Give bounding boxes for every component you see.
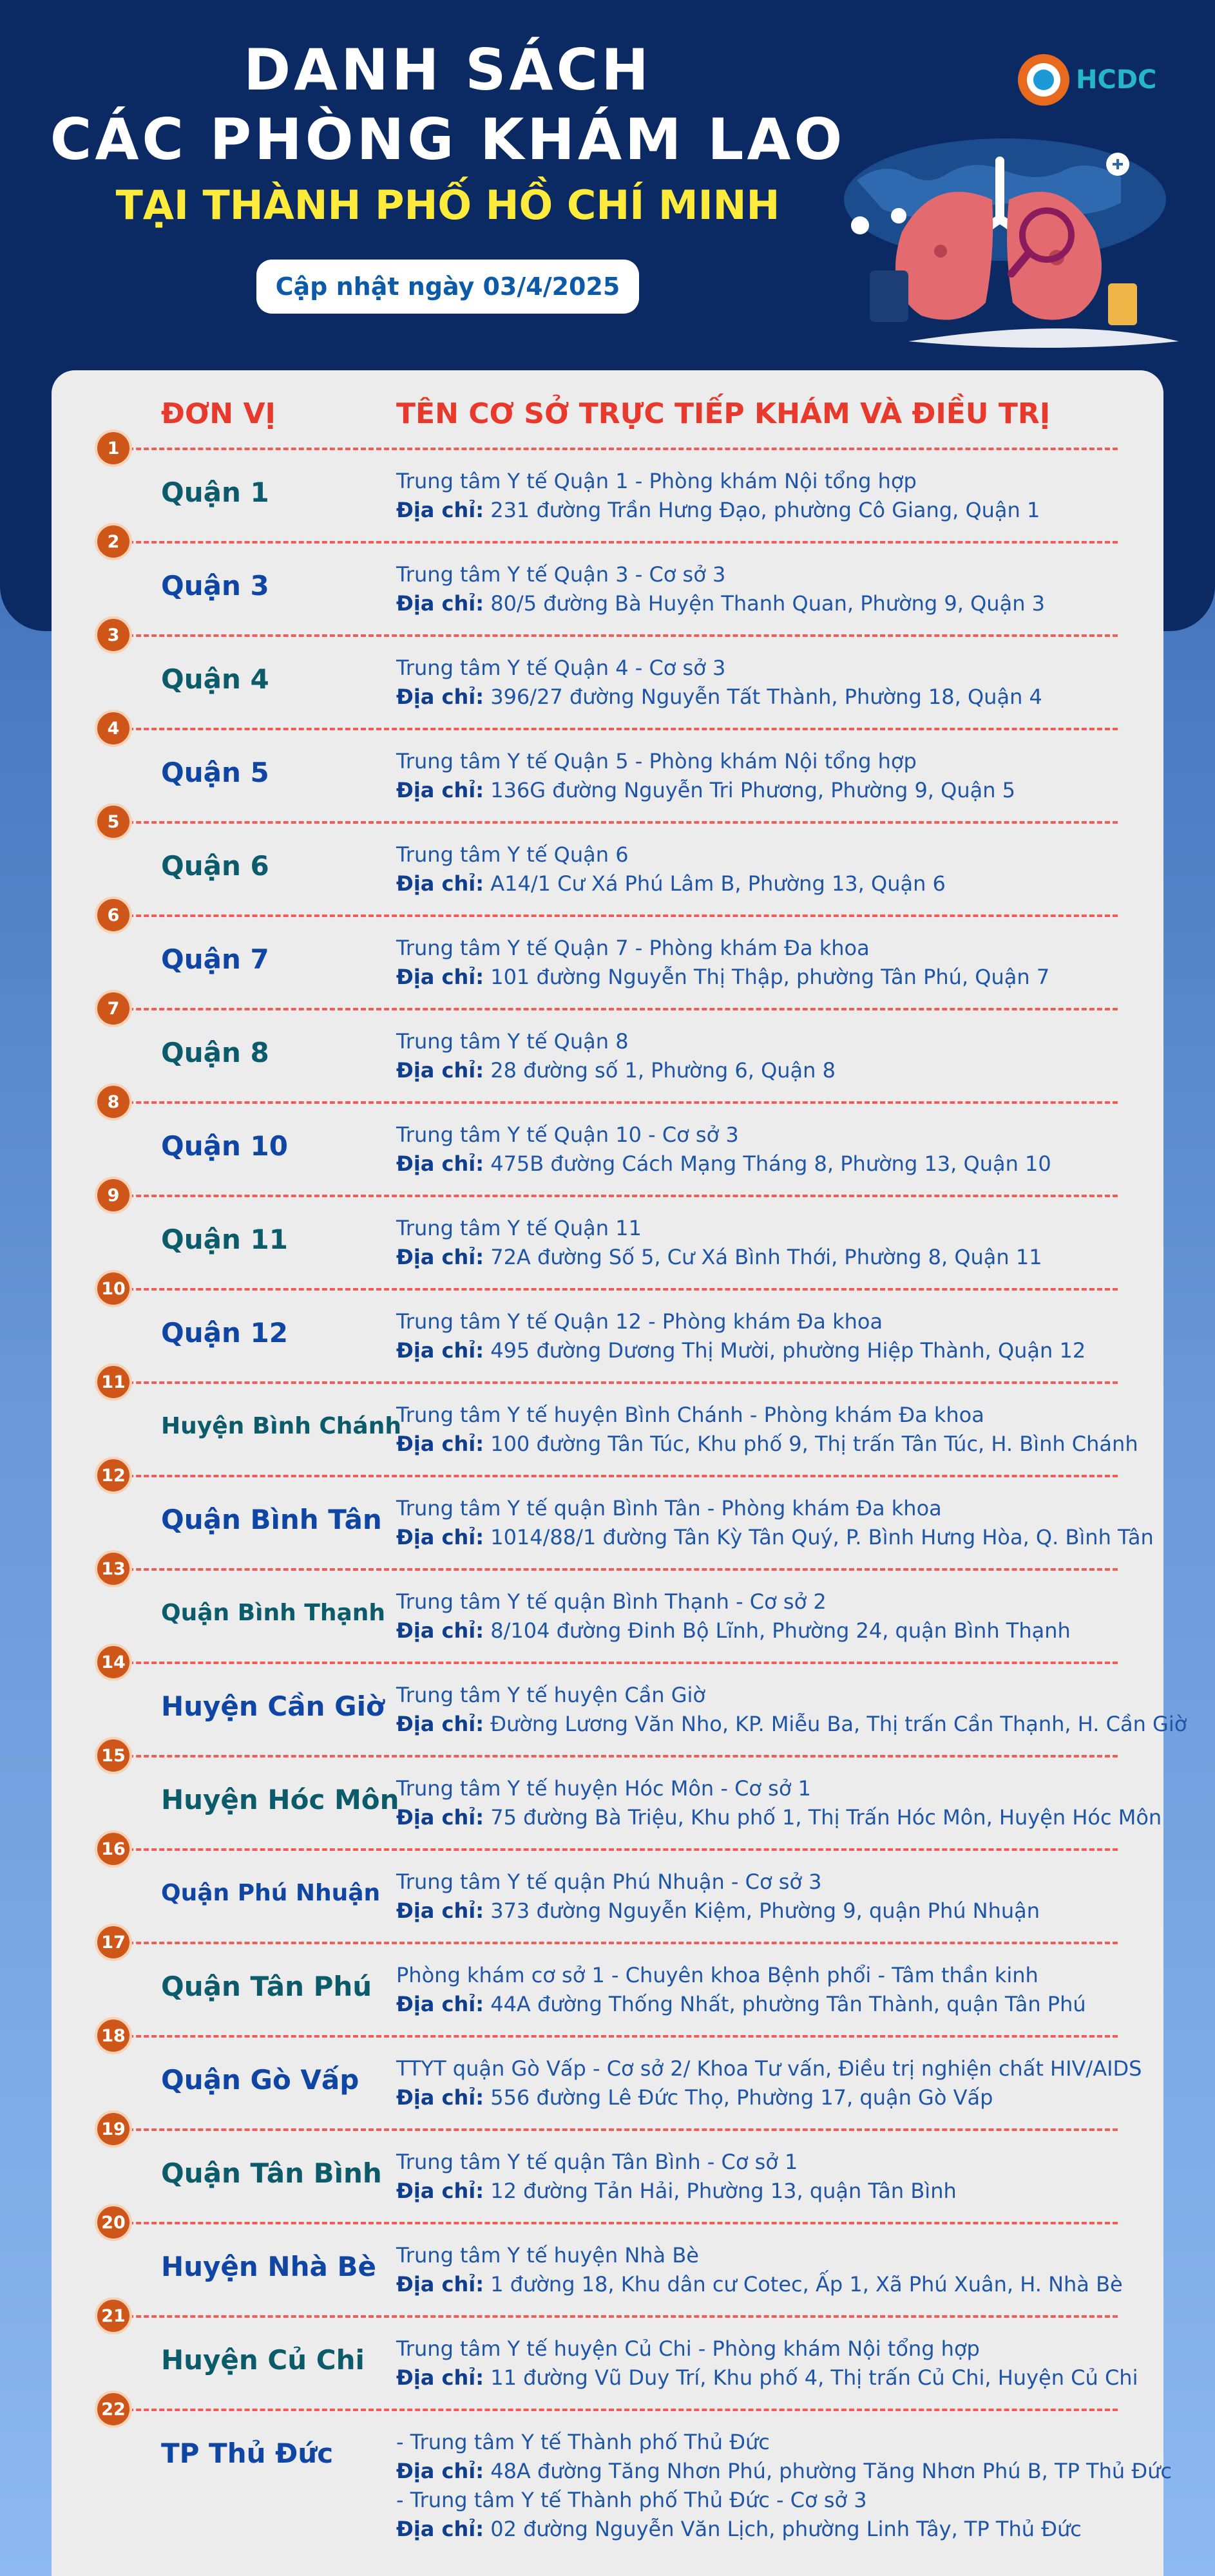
- address-label: Địa chỉ:: [396, 1245, 484, 1269]
- unit-name: Quận Phú Nhuận: [161, 1880, 381, 1906]
- facility-address: [396, 1243, 1163, 1272]
- facility-info: [396, 1587, 1163, 1645]
- row-number-badge: 4: [95, 710, 132, 747]
- facility-info: [396, 2334, 1163, 2392]
- address-label: Địa chỉ:: [396, 1712, 484, 1736]
- unit-name: Quận 3: [161, 570, 269, 601]
- facility-address: [396, 2515, 1163, 2544]
- facility-address: [396, 2270, 1163, 2299]
- address-label: Địa chỉ:: [396, 778, 484, 802]
- unit-name: Quận 8: [161, 1037, 269, 1068]
- unit-name: Quận Bình Tân: [161, 1504, 382, 1535]
- facility-name: Trung tâm Y tế Quận 12 - Phòng khám Đa khoa: [396, 1309, 883, 1334]
- address-value: 495 đường Dương Thị Mười, phường Hiệp Thành, Quận 12: [490, 1338, 1086, 1363]
- row-divider: [113, 821, 1118, 824]
- table-row: [52, 438, 1163, 541]
- facility-info: [396, 2241, 1163, 2299]
- unit-name: Huyện Nhà Bè: [161, 2251, 376, 2282]
- facility-address: [396, 776, 1163, 805]
- facility-name: Trung tâm Y tế Quận 7 - Phòng khám Đa khoa: [396, 936, 870, 960]
- row-number-badge: 10: [95, 1270, 132, 1307]
- facility-name: Trung tâm Y tế Quận 6: [396, 842, 629, 867]
- facility-info: [396, 654, 1163, 712]
- table-row: [52, 1278, 1163, 1381]
- facility-address: [396, 2083, 1163, 2112]
- row-divider: [113, 1475, 1118, 1477]
- unit-name: Quận 12: [161, 1317, 288, 1349]
- facility-info: [396, 1961, 1163, 2019]
- facility-name: Trung tâm Y tế Quận 1 - Phòng khám Nội tổng hợp: [396, 469, 917, 493]
- row-number-badge: 16: [95, 1830, 132, 1868]
- update-date-badge: Cập nhật ngày 03/4/2025: [256, 260, 640, 314]
- title-block: [39, 35, 857, 314]
- table-row: [52, 625, 1163, 728]
- hcdc-logo-text: HCDC: [1076, 65, 1157, 95]
- facility-address: [396, 2363, 1163, 2392]
- table-row: [52, 1465, 1163, 1568]
- row-divider: [113, 914, 1118, 917]
- facility-address: [396, 963, 1163, 992]
- row-number-badge: 18: [95, 2017, 132, 2054]
- unit-name: Quận 11: [161, 1224, 288, 1255]
- address-label: Địa chỉ:: [396, 1525, 484, 1549]
- address-value: A14/1 Cư Xá Phú Lâm B, Phường 13, Quận 6: [490, 871, 946, 896]
- facility-info: [396, 2428, 1172, 2544]
- address-value: 80/5 đường Bà Huyện Thanh Quan, Phường 9, Quận 3: [490, 591, 1045, 616]
- facility-name: Trung tâm Y tế quận Phú Nhuận - Cơ sở 3: [396, 1870, 822, 1894]
- address-label: Địa chỉ:: [396, 965, 484, 989]
- facility-address: [396, 683, 1163, 712]
- unit-name: Quận 4: [161, 663, 269, 695]
- row-divider: [113, 1755, 1118, 1757]
- address-value: 100 đường Tân Túc, Khu phố 9, Thị trấn Tân Túc, H. Bình Chánh: [490, 1432, 1138, 1456]
- row-divider: [113, 1381, 1118, 1384]
- row-number-badge: 2: [95, 523, 132, 560]
- facility-address: [396, 1990, 1163, 2019]
- unit-name: Quận 1: [161, 477, 269, 508]
- address-value: 136G đường Nguyễn Tri Phương, Phường 9, Quận 5: [490, 778, 1016, 802]
- facility-info: [396, 934, 1163, 992]
- table-row: [52, 718, 1163, 821]
- row-divider: [113, 1008, 1118, 1010]
- address-label: Địa chỉ:: [396, 1432, 484, 1456]
- row-number-badge: 19: [95, 2110, 132, 2148]
- facility-name: Phòng khám cơ sở 1 - Chuyên khoa Bệnh phổi - Tâm thần kinh: [396, 1963, 1038, 1987]
- facility-info: [396, 840, 1163, 898]
- unit-name: Huyện Củ Chi: [161, 2344, 365, 2376]
- row-number-badge: 21: [95, 2297, 132, 2334]
- table-row: [52, 1372, 1163, 1475]
- address-label: Địa chỉ:: [396, 1151, 484, 1176]
- address-label: Địa chỉ:: [396, 1992, 484, 2016]
- address-label: Địa chỉ:: [396, 1338, 484, 1363]
- row-number-badge: 20: [95, 2204, 132, 2241]
- row-number-badge: 14: [95, 1643, 132, 1681]
- row-divider: [113, 1288, 1118, 1291]
- table-row: [52, 1839, 1163, 1942]
- table-row: [52, 2399, 1172, 2541]
- row-number-badge: 1: [95, 430, 132, 467]
- row-divider: [113, 2128, 1118, 2131]
- row-number-badge: 7: [95, 990, 132, 1027]
- page-title-line-2: CÁC PHÒNG KHÁM LAO: [50, 106, 846, 173]
- address-label: Địa chỉ:: [396, 1618, 484, 1643]
- table-row: [52, 1558, 1163, 1662]
- row-divider: [113, 2035, 1118, 2038]
- row-divider: [113, 1662, 1118, 1664]
- address-label: Địa chỉ:: [396, 2459, 484, 2483]
- facility-address: [396, 496, 1163, 525]
- unit-name: Quận 6: [161, 850, 269, 882]
- unit-name: Quận Tân Phú: [161, 1971, 372, 2002]
- row-divider: [113, 728, 1118, 730]
- facility-address: [396, 1056, 1163, 1085]
- facility-address: [396, 1430, 1163, 1459]
- clinic-list-card: [52, 370, 1187, 2576]
- unit-name: Huyện Hóc Môn: [161, 1784, 399, 1815]
- table-row: [52, 905, 1163, 1008]
- facility-address: [396, 1803, 1163, 1832]
- row-divider: [113, 1195, 1118, 1197]
- address-label: Địa chỉ:: [396, 2272, 484, 2297]
- table-row: [52, 1092, 1163, 1195]
- table-header: [52, 395, 1163, 433]
- row-number-badge: 22: [95, 2391, 132, 2428]
- address-label: Địa chỉ:: [396, 685, 484, 709]
- facility-name: Trung tâm Y tế huyện Nhà Bè: [396, 2243, 699, 2268]
- facility-name: Trung tâm Y tế huyện Bình Chánh - Phòng khám Đa khoa: [396, 1403, 984, 1427]
- row-divider: [113, 2315, 1118, 2318]
- hcdc-logo: [1018, 52, 1166, 108]
- row-divider: [113, 1568, 1118, 1571]
- facility-address: [396, 1616, 1163, 1645]
- unit-name: Quận Tân Bình: [161, 2157, 382, 2189]
- facility-address: [396, 869, 1163, 898]
- row-number-badge: 12: [95, 1457, 132, 1494]
- facility-info: [396, 747, 1163, 805]
- table-row: [52, 2306, 1163, 2409]
- address-label: Địa chỉ:: [396, 2365, 484, 2390]
- facility-name: Trung tâm Y tế Quận 8: [396, 1029, 629, 1054]
- facility-info: [396, 467, 1163, 525]
- unit-name: Quận 5: [161, 757, 269, 788]
- table-row: [52, 1652, 1187, 1755]
- table-row: [52, 1932, 1163, 2035]
- row-divider: [113, 1848, 1118, 1851]
- facility-name: Trung tâm Y tế quận Tân Bình - Cơ sở 1: [396, 2150, 798, 2174]
- address-value: 02 đường Nguyễn Văn Lịch, phường Linh Tây, TP Thủ Đức: [490, 2517, 1082, 2541]
- unit-name: Huyện Cần Giờ: [161, 1690, 385, 1722]
- facility-info: [396, 1307, 1163, 1365]
- facility-info: [396, 2054, 1163, 2112]
- table-row: [52, 1745, 1163, 1848]
- address-value: 48A đường Tăng Nhơn Phú, phường Tăng Nhơn Phú B, TP Thủ Đức: [490, 2459, 1172, 2483]
- unit-name: Huyện Bình Chánh: [161, 1413, 401, 1439]
- row-divider: [113, 541, 1118, 544]
- address-value: 28 đường số 1, Phường 6, Quận 8: [490, 1058, 836, 1083]
- facility-address: [396, 1523, 1163, 1552]
- address-label: Địa chỉ:: [396, 1058, 484, 1083]
- address-label: Địa chỉ:: [396, 1899, 484, 1923]
- address-value: 12 đường Tản Hải, Phường 13, quận Tân Bình: [490, 2179, 957, 2203]
- facility-name: Trung tâm Y tế Quận 5 - Phòng khám Nội tổng hợp: [396, 749, 917, 773]
- facility-name: Trung tâm Y tế huyện Hóc Môn - Cơ sở 1: [396, 1776, 811, 1801]
- facility-info: [396, 1121, 1163, 1179]
- facility-name: - Trung tâm Y tế Thành phố Thủ Đức - Cơ sở 3: [396, 2488, 867, 2512]
- facility-name: TTYT quận Gò Vấp - Cơ sở 2/ Khoa Tư vấn, Điều trị nghiện chất HIV/AIDS: [396, 2056, 1142, 2081]
- facility-name: Trung tâm Y tế Quận 10 - Cơ sở 3: [396, 1122, 739, 1147]
- address-value: 101 đường Nguyễn Thị Thập, phường Tân Phú, Quận 7: [490, 965, 1050, 989]
- facility-address: [396, 1150, 1163, 1179]
- address-label: Địa chỉ:: [396, 591, 484, 616]
- unit-name: Quận 10: [161, 1130, 288, 1162]
- address-label: Địa chỉ:: [396, 498, 484, 522]
- page-title-line-1: DANH SÁCH: [244, 37, 652, 103]
- address-value: 72A đường Số 5, Cư Xá Bình Thới, Phường 8, Quận 11: [490, 1245, 1042, 1269]
- address-value: 1014/88/1 đường Tân Kỳ Tân Quý, P. Bình Hưng Hòa, Q. Bình Tân: [490, 1525, 1154, 1549]
- row-divider: [113, 2222, 1118, 2224]
- table-row: [52, 811, 1163, 914]
- table-row: [52, 2212, 1163, 2315]
- address-label: Địa chỉ:: [396, 2517, 484, 2541]
- row-number-badge: 3: [95, 616, 132, 654]
- facility-info: [396, 1681, 1187, 1739]
- row-divider: [113, 448, 1118, 450]
- row-divider: [113, 1942, 1118, 1944]
- address-value: 44A đường Thống Nhất, phường Tân Thành, quận Tân Phú: [490, 1992, 1086, 2016]
- facility-info: [396, 1214, 1163, 1272]
- address-value: 11 đường Vũ Duy Trí, Khu phố 4, Thị trấn Củ Chi, Huyện Củ Chi: [490, 2365, 1138, 2390]
- facility-name: Trung tâm Y tế quận Bình Tân - Phòng khám Đa khoa: [396, 1496, 942, 1520]
- facility-address: [396, 1897, 1163, 1926]
- row-divider: [113, 634, 1118, 637]
- facility-info: [396, 1494, 1163, 1552]
- facility-info: [396, 2148, 1163, 2206]
- facility-address: [396, 2457, 1172, 2486]
- unit-name: TP Thủ Đức: [161, 2438, 334, 2469]
- row-number-badge: 9: [95, 1177, 132, 1214]
- facility-address: [396, 2177, 1163, 2206]
- facility-name: - Trung tâm Y tế Thành phố Thủ Đức: [396, 2430, 770, 2454]
- address-label: Địa chỉ:: [396, 871, 484, 896]
- row-number-badge: 15: [95, 1737, 132, 1774]
- address-value: 556 đường Lê Đức Thọ, Phường 17, quận Gò Vấp: [490, 2085, 993, 2110]
- row-divider: [113, 1101, 1118, 1104]
- address-value: 1 đường 18, Khu dân cư Cotec, Ấp 1, Xã Phú Xuân, H. Nhà Bè: [490, 2272, 1123, 2297]
- unit-name: Quận Gò Vấp: [161, 2064, 359, 2096]
- row-divider: [113, 2409, 1118, 2411]
- address-value: 396/27 đường Nguyễn Tất Thành, Phường 18, Quận 4: [490, 685, 1042, 709]
- facility-address: [396, 1336, 1163, 1365]
- table-row: [52, 531, 1163, 634]
- table-row: [52, 998, 1163, 1101]
- facility-name: Trung tâm Y tế huyện Cần Giờ: [396, 1683, 705, 1707]
- unit-name: Quận Bình Thạnh: [161, 1600, 385, 1626]
- facility-info: [396, 560, 1163, 618]
- facility-name: Trung tâm Y tế Quận 3 - Cơ sở 3: [396, 562, 726, 587]
- facility-info: [396, 1868, 1163, 1926]
- address-value: 475B đường Cách Mạng Tháng 8, Phường 13, Quận 10: [490, 1151, 1051, 1176]
- address-value: Đường Lương Văn Nho, KP. Miễu Ba, Thị trấn Cần Thạnh, H. Cần Giờ: [490, 1712, 1187, 1736]
- hcdc-logo-icon: [1018, 54, 1069, 106]
- row-number-badge: 8: [95, 1083, 132, 1121]
- facility-name: Trung tâm Y tế Quận 4 - Cơ sở 3: [396, 656, 726, 680]
- column-header-facility: TÊN CƠ SỞ TRỰC TIẾP KHÁM VÀ ĐIỀU TRỊ: [396, 397, 1051, 430]
- address-label: Địa chỉ:: [396, 2179, 484, 2203]
- address-value: 373 đường Nguyễn Kiệm, Phường 9, quận Phú Nhuận: [490, 1899, 1040, 1923]
- address-label: Địa chỉ:: [396, 1805, 484, 1830]
- address-value: 75 đường Bà Triệu, Khu phố 1, Thị Trấn Hóc Môn, Huyện Hóc Môn: [490, 1805, 1162, 1830]
- lungs-illustration: [831, 122, 1179, 354]
- row-number-badge: 17: [95, 1924, 132, 1961]
- address-value: 8/104 đường Đinh Bộ Lĩnh, Phường 24, quận Bình Thạnh: [490, 1618, 1071, 1643]
- facility-address: [396, 589, 1163, 618]
- facility-name: Trung tâm Y tế quận Bình Thạnh - Cơ sở 2: [396, 1589, 827, 1614]
- facility-info: [396, 1027, 1163, 1085]
- page-subtitle: TẠI THÀNH PHỐ HỒ CHÍ MINH: [115, 182, 780, 229]
- address-value: 231 đường Trần Hưng Đạo, phường Cô Giang, Quận 1: [490, 498, 1040, 522]
- table-row: [52, 2025, 1163, 2128]
- unit-name: Quận 7: [161, 943, 269, 975]
- row-number-badge: 6: [95, 896, 132, 934]
- facility-address: [396, 1710, 1187, 1739]
- facility-info: [396, 1401, 1163, 1459]
- table-row: [52, 1185, 1163, 1288]
- row-number-badge: 5: [95, 803, 132, 840]
- facility-info: [396, 1774, 1163, 1832]
- address-label: Địa chỉ:: [396, 2085, 484, 2110]
- table-row: [52, 2119, 1163, 2222]
- row-number-badge: 13: [95, 1550, 132, 1587]
- column-header-unit: ĐƠN VỊ: [161, 397, 276, 430]
- row-number-badge: 11: [95, 1363, 132, 1401]
- facility-name: Trung tâm Y tế Quận 11: [396, 1216, 642, 1240]
- facility-name: Trung tâm Y tế huyện Củ Chi - Phòng khám Nội tổng hợp: [396, 2336, 980, 2361]
